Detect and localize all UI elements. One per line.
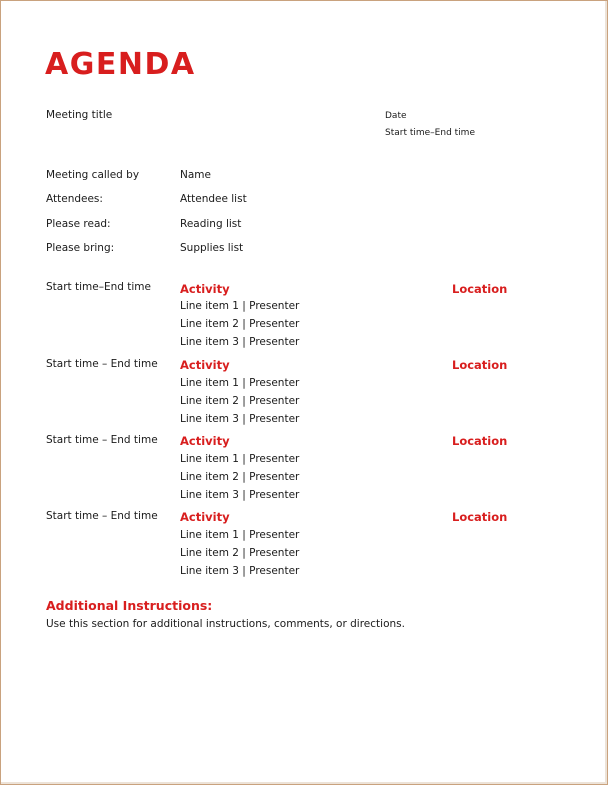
info-label-called-by: Meeting called by (46, 169, 140, 181)
additional-instructions-text: Use this section for additional instructions, comments, or directions. (46, 618, 405, 630)
info-value-called-by: Name (180, 169, 211, 181)
session-time: Start time – End time (46, 434, 158, 446)
session-line-item: Line item 1 | Presenter (180, 377, 300, 389)
session-activity: Activity (180, 358, 230, 372)
session-location: Location (452, 434, 508, 448)
meeting-title: Meeting title (46, 109, 113, 121)
info-value-please-bring: Supplies list (180, 242, 244, 254)
session-activity: Activity (180, 282, 230, 296)
info-value-please-read: Reading list (180, 218, 242, 230)
additional-instructions-heading: Additional Instructions: (46, 598, 213, 613)
session-location: Location (452, 358, 508, 372)
info-label-attendees: Attendees: (46, 193, 103, 205)
session-location: Location (452, 510, 508, 524)
page-title: AGENDA (45, 47, 196, 82)
session-line-item: Line item 2 | Presenter (180, 547, 300, 559)
session-time: Start time–End time (46, 281, 151, 293)
session-line-item: Line item 2 | Presenter (180, 471, 300, 483)
meeting-time-label: Start time–End time (385, 128, 475, 138)
session-line-item: Line item 2 | Presenter (180, 395, 300, 407)
date-label: Date (385, 111, 407, 121)
session-line-item: Line item 3 | Presenter (180, 413, 300, 425)
info-label-please-read: Please read: (46, 218, 111, 230)
session-activity: Activity (180, 510, 230, 524)
session-line-item: Line item 1 | Presenter (180, 529, 300, 541)
session-location: Location (452, 282, 508, 296)
info-label-please-bring: Please bring: (46, 242, 115, 254)
session-activity: Activity (180, 434, 230, 448)
session-time: Start time – End time (46, 358, 158, 370)
info-value-attendees: Attendee list (180, 193, 247, 205)
session-line-item: Line item 1 | Presenter (180, 453, 300, 465)
session-line-item: Line item 3 | Presenter (180, 565, 300, 577)
session-line-item: Line item 1 | Presenter (180, 300, 300, 312)
session-line-item: Line item 3 | Presenter (180, 336, 300, 348)
session-line-item: Line item 3 | Presenter (180, 489, 300, 501)
session-time: Start time – End time (46, 510, 158, 522)
session-line-item: Line item 2 | Presenter (180, 318, 300, 330)
